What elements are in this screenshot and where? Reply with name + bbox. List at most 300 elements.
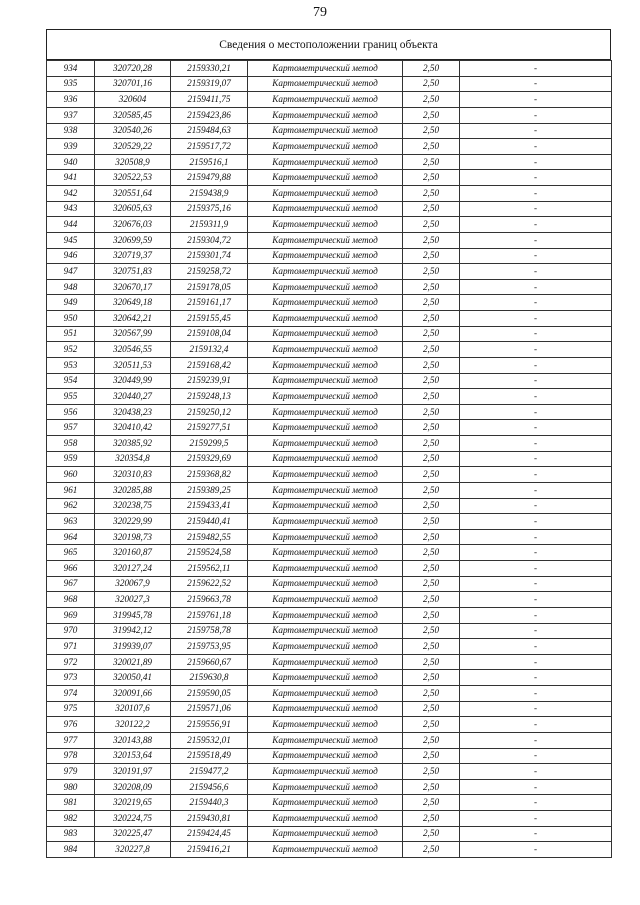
y-coordinate-cell: 2159330,21 [171, 61, 248, 77]
x-coordinate-cell: 320127,24 [95, 561, 171, 577]
point-number-cell: 980 [47, 779, 95, 795]
x-coordinate-cell: 320160,87 [95, 545, 171, 561]
accuracy-cell: 2,50 [403, 467, 460, 483]
method-cell: Картометрический метод [248, 357, 403, 373]
point-number-cell: 943 [47, 201, 95, 217]
coordinates-table-body [47, 61, 612, 858]
accuracy-cell: 2,50 [403, 451, 460, 467]
point-number-cell: 982 [47, 811, 95, 827]
note-cell: - [460, 779, 612, 795]
table-row [47, 498, 612, 514]
accuracy-cell: 2,50 [403, 701, 460, 717]
accuracy-cell: 2,50 [403, 842, 460, 858]
table-row [47, 61, 612, 77]
accuracy-cell: 2,50 [403, 201, 460, 217]
y-coordinate-cell: 2159132,4 [171, 342, 248, 358]
point-number-cell: 952 [47, 342, 95, 358]
y-coordinate-cell: 2159556,91 [171, 717, 248, 733]
accuracy-cell: 2,50 [403, 779, 460, 795]
note-cell: - [460, 201, 612, 217]
point-number-cell: 971 [47, 639, 95, 655]
note-cell: - [460, 264, 612, 280]
x-coordinate-cell: 320720,28 [95, 61, 171, 77]
table-row [47, 592, 612, 608]
point-number-cell: 962 [47, 498, 95, 514]
method-cell: Картометрический метод [248, 326, 403, 342]
point-number-cell: 941 [47, 170, 95, 186]
table-row [47, 264, 612, 280]
x-coordinate-cell: 320540,26 [95, 123, 171, 139]
table-row [47, 217, 612, 233]
accuracy-cell: 2,50 [403, 295, 460, 311]
point-number-cell: 950 [47, 311, 95, 327]
note-cell: - [460, 795, 612, 811]
note-cell: - [460, 811, 612, 827]
point-number-cell: 942 [47, 186, 95, 202]
note-cell: - [460, 498, 612, 514]
x-coordinate-cell: 320238,75 [95, 498, 171, 514]
method-cell: Картометрический метод [248, 795, 403, 811]
accuracy-cell: 2,50 [403, 639, 460, 655]
y-coordinate-cell: 2159389,25 [171, 482, 248, 498]
point-number-cell: 960 [47, 467, 95, 483]
x-coordinate-cell: 320229,99 [95, 514, 171, 530]
accuracy-cell: 2,50 [403, 232, 460, 248]
point-number-cell: 948 [47, 279, 95, 295]
x-coordinate-cell: 320227,8 [95, 842, 171, 858]
point-number-cell: 973 [47, 670, 95, 686]
note-cell: - [460, 701, 612, 717]
accuracy-cell: 2,50 [403, 342, 460, 358]
accuracy-cell: 2,50 [403, 623, 460, 639]
y-coordinate-cell: 2159416,21 [171, 842, 248, 858]
table-row [47, 748, 612, 764]
table-row [47, 123, 612, 139]
point-number-cell: 951 [47, 326, 95, 342]
note-cell: - [460, 248, 612, 264]
table-row [47, 357, 612, 373]
x-coordinate-cell: 320285,88 [95, 482, 171, 498]
point-number-cell: 956 [47, 404, 95, 420]
table-row [47, 420, 612, 436]
note-cell: - [460, 732, 612, 748]
note-cell: - [460, 436, 612, 452]
method-cell: Картометрический метод [248, 576, 403, 592]
x-coordinate-cell: 320050,41 [95, 670, 171, 686]
method-cell: Картометрический метод [248, 467, 403, 483]
note-cell: - [460, 482, 612, 498]
point-number-cell: 965 [47, 545, 95, 561]
note-cell: - [460, 420, 612, 436]
y-coordinate-cell: 2159622,52 [171, 576, 248, 592]
x-coordinate-cell: 320604 [95, 92, 171, 108]
y-coordinate-cell: 2159250,12 [171, 404, 248, 420]
table-row [47, 107, 612, 123]
y-coordinate-cell: 2159430,81 [171, 811, 248, 827]
method-cell: Картометрический метод [248, 154, 403, 170]
point-number-cell: 939 [47, 139, 95, 155]
method-cell: Картометрический метод [248, 686, 403, 702]
table-row [47, 514, 612, 530]
table-row [47, 779, 612, 795]
note-cell: - [460, 561, 612, 577]
table-row [47, 373, 612, 389]
note-cell: - [460, 373, 612, 389]
point-number-cell: 945 [47, 232, 95, 248]
table-row [47, 326, 612, 342]
x-coordinate-cell: 320751,83 [95, 264, 171, 280]
point-number-cell: 983 [47, 826, 95, 842]
y-coordinate-cell: 2159484,63 [171, 123, 248, 139]
accuracy-cell: 2,50 [403, 389, 460, 405]
y-coordinate-cell: 2159433,41 [171, 498, 248, 514]
y-coordinate-cell: 2159375,16 [171, 201, 248, 217]
note-cell: - [460, 623, 612, 639]
point-number-cell: 961 [47, 482, 95, 498]
y-coordinate-cell: 2159301,74 [171, 248, 248, 264]
x-coordinate-cell: 320585,45 [95, 107, 171, 123]
note-cell: - [460, 607, 612, 623]
note-cell: - [460, 529, 612, 545]
method-cell: Картометрический метод [248, 107, 403, 123]
y-coordinate-cell: 2159319,07 [171, 76, 248, 92]
method-cell: Картометрический метод [248, 170, 403, 186]
point-number-cell: 944 [47, 217, 95, 233]
accuracy-cell: 2,50 [403, 436, 460, 452]
accuracy-cell: 2,50 [403, 514, 460, 530]
y-coordinate-cell: 2159108,04 [171, 326, 248, 342]
table-row [47, 186, 612, 202]
accuracy-cell: 2,50 [403, 92, 460, 108]
note-cell: - [460, 311, 612, 327]
x-coordinate-cell: 320027,3 [95, 592, 171, 608]
note-cell: - [460, 748, 612, 764]
point-number-cell: 979 [47, 764, 95, 780]
method-cell: Картометрический метод [248, 748, 403, 764]
accuracy-cell: 2,50 [403, 826, 460, 842]
point-number-cell: 949 [47, 295, 95, 311]
method-cell: Картометрический метод [248, 607, 403, 623]
note-cell: - [460, 123, 612, 139]
accuracy-cell: 2,50 [403, 326, 460, 342]
accuracy-cell: 2,50 [403, 795, 460, 811]
table-row [47, 607, 612, 623]
accuracy-cell: 2,50 [403, 264, 460, 280]
x-coordinate-cell: 320551,64 [95, 186, 171, 202]
accuracy-cell: 2,50 [403, 420, 460, 436]
method-cell: Картометрический метод [248, 592, 403, 608]
accuracy-cell: 2,50 [403, 373, 460, 389]
method-cell: Картометрический метод [248, 545, 403, 561]
accuracy-cell: 2,50 [403, 311, 460, 327]
method-cell: Картометрический метод [248, 420, 403, 436]
note-cell: - [460, 92, 612, 108]
accuracy-cell: 2,50 [403, 811, 460, 827]
note-cell: - [460, 232, 612, 248]
x-coordinate-cell: 320719,37 [95, 248, 171, 264]
method-cell: Картометрический метод [248, 779, 403, 795]
method-cell: Картометрический метод [248, 279, 403, 295]
table-row [47, 201, 612, 217]
y-coordinate-cell: 2159248,13 [171, 389, 248, 405]
y-coordinate-cell: 2159155,45 [171, 311, 248, 327]
note-cell: - [460, 764, 612, 780]
point-number-cell: 957 [47, 420, 95, 436]
point-number-cell: 966 [47, 561, 95, 577]
method-cell: Картометрический метод [248, 248, 403, 264]
point-number-cell: 936 [47, 92, 95, 108]
table-row [47, 529, 612, 545]
x-coordinate-cell: 319945,78 [95, 607, 171, 623]
method-cell: Картометрический метод [248, 451, 403, 467]
table-row [47, 232, 612, 248]
note-cell: - [460, 670, 612, 686]
y-coordinate-cell: 2159758,78 [171, 623, 248, 639]
y-coordinate-cell: 2159424,45 [171, 826, 248, 842]
y-coordinate-cell: 2159532,01 [171, 732, 248, 748]
x-coordinate-cell: 320522,53 [95, 170, 171, 186]
x-coordinate-cell: 320670,17 [95, 279, 171, 295]
note-cell: - [460, 639, 612, 655]
y-coordinate-cell: 2159479,88 [171, 170, 248, 186]
x-coordinate-cell: 320224,75 [95, 811, 171, 827]
method-cell: Картометрический метод [248, 342, 403, 358]
table-row [47, 92, 612, 108]
x-coordinate-cell: 320511,53 [95, 357, 171, 373]
table-row [47, 686, 612, 702]
x-coordinate-cell: 320567,99 [95, 326, 171, 342]
point-number-cell: 964 [47, 529, 95, 545]
x-coordinate-cell: 320225,47 [95, 826, 171, 842]
y-coordinate-cell: 2159411,75 [171, 92, 248, 108]
note-cell: - [460, 545, 612, 561]
y-coordinate-cell: 2159753,95 [171, 639, 248, 655]
x-coordinate-cell: 320449,99 [95, 373, 171, 389]
x-coordinate-cell: 320021,89 [95, 654, 171, 670]
table-row [47, 279, 612, 295]
method-cell: Картометрический метод [248, 842, 403, 858]
table-row [47, 482, 612, 498]
table-row [47, 717, 612, 733]
x-coordinate-cell: 320153,64 [95, 748, 171, 764]
point-number-cell: 946 [47, 248, 95, 264]
table-row [47, 842, 612, 858]
method-cell: Картометрический метод [248, 670, 403, 686]
y-coordinate-cell: 2159477,2 [171, 764, 248, 780]
accuracy-cell: 2,50 [403, 561, 460, 577]
boundary-table-sheet [46, 29, 611, 858]
y-coordinate-cell: 2159304,72 [171, 232, 248, 248]
note-cell: - [460, 514, 612, 530]
note-cell: - [460, 342, 612, 358]
table-row [47, 795, 612, 811]
note-cell: - [460, 61, 612, 77]
method-cell: Картометрический метод [248, 139, 403, 155]
accuracy-cell: 2,50 [403, 732, 460, 748]
x-coordinate-cell: 320529,22 [95, 139, 171, 155]
note-cell: - [460, 139, 612, 155]
y-coordinate-cell: 2159178,05 [171, 279, 248, 295]
y-coordinate-cell: 2159440,3 [171, 795, 248, 811]
table-row [47, 764, 612, 780]
accuracy-cell: 2,50 [403, 123, 460, 139]
note-cell: - [460, 326, 612, 342]
table-row [47, 404, 612, 420]
accuracy-cell: 2,50 [403, 670, 460, 686]
page-number: 79 [313, 5, 327, 20]
method-cell: Картометрический метод [248, 232, 403, 248]
point-number-cell: 938 [47, 123, 95, 139]
point-number-cell: 954 [47, 373, 95, 389]
method-cell: Картометрический метод [248, 732, 403, 748]
accuracy-cell: 2,50 [403, 217, 460, 233]
table-row [47, 170, 612, 186]
point-number-cell: 958 [47, 436, 95, 452]
y-coordinate-cell: 2159438,9 [171, 186, 248, 202]
accuracy-cell: 2,50 [403, 748, 460, 764]
table-row [47, 545, 612, 561]
x-coordinate-cell: 319942,12 [95, 623, 171, 639]
y-coordinate-cell: 2159518,49 [171, 748, 248, 764]
method-cell: Картометрический метод [248, 623, 403, 639]
accuracy-cell: 2,50 [403, 607, 460, 623]
y-coordinate-cell: 2159630,8 [171, 670, 248, 686]
x-coordinate-cell: 320191,97 [95, 764, 171, 780]
x-coordinate-cell: 320699,59 [95, 232, 171, 248]
method-cell: Картометрический метод [248, 436, 403, 452]
x-coordinate-cell: 320385,92 [95, 436, 171, 452]
x-coordinate-cell: 320546,55 [95, 342, 171, 358]
accuracy-cell: 2,50 [403, 498, 460, 514]
table-row [47, 639, 612, 655]
accuracy-cell: 2,50 [403, 248, 460, 264]
method-cell: Картометрический метод [248, 701, 403, 717]
y-coordinate-cell: 2159590,05 [171, 686, 248, 702]
note-cell: - [460, 389, 612, 405]
accuracy-cell: 2,50 [403, 357, 460, 373]
table-row [47, 467, 612, 483]
note-cell: - [460, 686, 612, 702]
x-coordinate-cell: 319939,07 [95, 639, 171, 655]
method-cell: Картометрический метод [248, 764, 403, 780]
note-cell: - [460, 451, 612, 467]
y-coordinate-cell: 2159423,86 [171, 107, 248, 123]
method-cell: Картометрический метод [248, 514, 403, 530]
note-cell: - [460, 154, 612, 170]
note-cell: - [460, 592, 612, 608]
y-coordinate-cell: 2159761,18 [171, 607, 248, 623]
method-cell: Картометрический метод [248, 123, 403, 139]
point-number-cell: 977 [47, 732, 95, 748]
table-row [47, 670, 612, 686]
method-cell: Картометрический метод [248, 295, 403, 311]
note-cell: - [460, 295, 612, 311]
y-coordinate-cell: 2159168,42 [171, 357, 248, 373]
x-coordinate-cell: 320310,83 [95, 467, 171, 483]
note-cell: - [460, 186, 612, 202]
accuracy-cell: 2,50 [403, 154, 460, 170]
accuracy-cell: 2,50 [403, 482, 460, 498]
note-cell: - [460, 170, 612, 186]
y-coordinate-cell: 2159516,1 [171, 154, 248, 170]
y-coordinate-cell: 2159299,5 [171, 436, 248, 452]
method-cell: Картометрический метод [248, 373, 403, 389]
x-coordinate-cell: 320649,18 [95, 295, 171, 311]
accuracy-cell: 2,50 [403, 576, 460, 592]
method-cell: Картометрический метод [248, 717, 403, 733]
table-row [47, 139, 612, 155]
method-cell: Картометрический метод [248, 811, 403, 827]
x-coordinate-cell: 320143,88 [95, 732, 171, 748]
x-coordinate-cell: 320410,42 [95, 420, 171, 436]
point-number-cell: 969 [47, 607, 95, 623]
note-cell: - [460, 842, 612, 858]
note-cell: - [460, 467, 612, 483]
point-number-cell: 935 [47, 76, 95, 92]
x-coordinate-cell: 320067,9 [95, 576, 171, 592]
y-coordinate-cell: 2159562,11 [171, 561, 248, 577]
accuracy-cell: 2,50 [403, 139, 460, 155]
y-coordinate-cell: 2159482,55 [171, 529, 248, 545]
x-coordinate-cell: 320440,27 [95, 389, 171, 405]
table-row [47, 154, 612, 170]
x-coordinate-cell: 320107,6 [95, 701, 171, 717]
accuracy-cell: 2,50 [403, 529, 460, 545]
table-row [47, 248, 612, 264]
y-coordinate-cell: 2159440,41 [171, 514, 248, 530]
y-coordinate-cell: 2159517,72 [171, 139, 248, 155]
y-coordinate-cell: 2159571,06 [171, 701, 248, 717]
point-number-cell: 970 [47, 623, 95, 639]
table-row [47, 654, 612, 670]
point-number-cell: 963 [47, 514, 95, 530]
table-row [47, 576, 612, 592]
accuracy-cell: 2,50 [403, 654, 460, 670]
method-cell: Картометрический метод [248, 201, 403, 217]
y-coordinate-cell: 2159277,51 [171, 420, 248, 436]
table-row [47, 436, 612, 452]
x-coordinate-cell: 320676,03 [95, 217, 171, 233]
point-number-cell: 974 [47, 686, 95, 702]
note-cell: - [460, 107, 612, 123]
note-cell: - [460, 404, 612, 420]
y-coordinate-cell: 2159258,72 [171, 264, 248, 280]
x-coordinate-cell: 320091,66 [95, 686, 171, 702]
note-cell: - [460, 826, 612, 842]
point-number-cell: 975 [47, 701, 95, 717]
accuracy-cell: 2,50 [403, 170, 460, 186]
method-cell: Картометрический метод [248, 482, 403, 498]
accuracy-cell: 2,50 [403, 61, 460, 77]
x-coordinate-cell: 320605,63 [95, 201, 171, 217]
y-coordinate-cell: 2159456,6 [171, 779, 248, 795]
point-number-cell: 976 [47, 717, 95, 733]
method-cell: Картометрический метод [248, 826, 403, 842]
y-coordinate-cell: 2159524,58 [171, 545, 248, 561]
accuracy-cell: 2,50 [403, 404, 460, 420]
point-number-cell: 955 [47, 389, 95, 405]
x-coordinate-cell: 320508,9 [95, 154, 171, 170]
point-number-cell: 967 [47, 576, 95, 592]
method-cell: Картометрический метод [248, 389, 403, 405]
x-coordinate-cell: 320438,23 [95, 404, 171, 420]
x-coordinate-cell: 320219,65 [95, 795, 171, 811]
method-cell: Картометрический метод [248, 498, 403, 514]
note-cell: - [460, 654, 612, 670]
method-cell: Картометрический метод [248, 654, 403, 670]
table-row [47, 342, 612, 358]
point-number-cell: 984 [47, 842, 95, 858]
